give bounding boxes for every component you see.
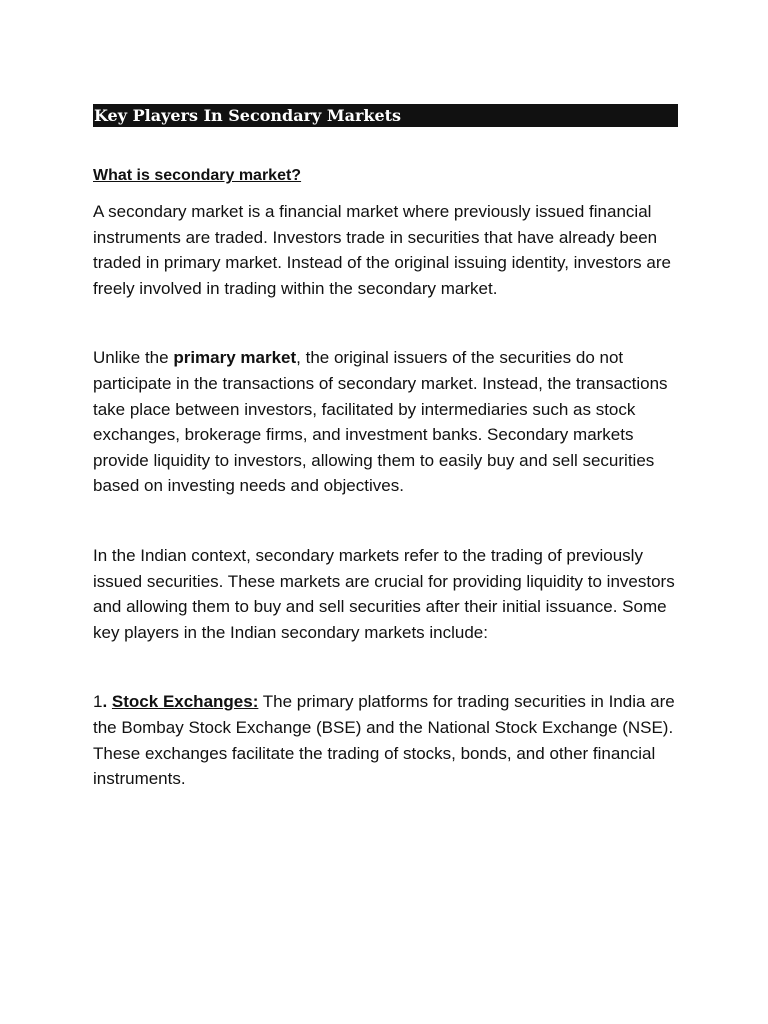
section-heading: What is secondary market? — [93, 167, 302, 184]
list-item-text: The primary platforms for trading securities in India are the Bombay Stock Exchange (BSE) and the National Stock Exchange (NSE). These exchanges facilitate the trading of stocks, bonds, and other financial instruments. — [93, 692, 675, 789]
paragraph-text: , the original issuers of the securities do not participate in the transactions of secondary market. Instead, the transactions take place between investors, facilitated by intermediaries such as stock exchanges, brokerage firms, and investment banks. Secondary markets provide liquidity to investors, allowing them to easily buy and sell securities based on investing needs and objectives. — [93, 348, 668, 496]
paragraph-text: Unlike the — [93, 348, 174, 368]
list-item-number: 1 — [93, 692, 103, 712]
list-item-stock-exchanges — [93, 689, 678, 791]
paragraph-indian-context: In the Indian context, secondary markets refer to the trading of previously issued securities. These markets are crucial for providing liquidity to investors and allowing them to buy and sell securities after their initial issuance. Some key players in the Indian secondary markets include: — [93, 545, 675, 642]
document-page — [93, 104, 678, 792]
bold-term-primary-market: primary market — [173, 348, 297, 368]
paragraph-definition: A secondary market is a financial market where previously issued financial instruments are traded. Investors trade in securities that have already been traded in primary market. Instead of the original issuing identity, investors are freely involved in trading within the secondary market. — [93, 202, 671, 298]
paragraph-primary-market — [93, 345, 678, 499]
page-title: Key Players In Secondary Markets — [93, 104, 678, 127]
list-item-dot: . — [102, 692, 112, 712]
list-item-term: Stock Exchanges: — [111, 692, 259, 712]
